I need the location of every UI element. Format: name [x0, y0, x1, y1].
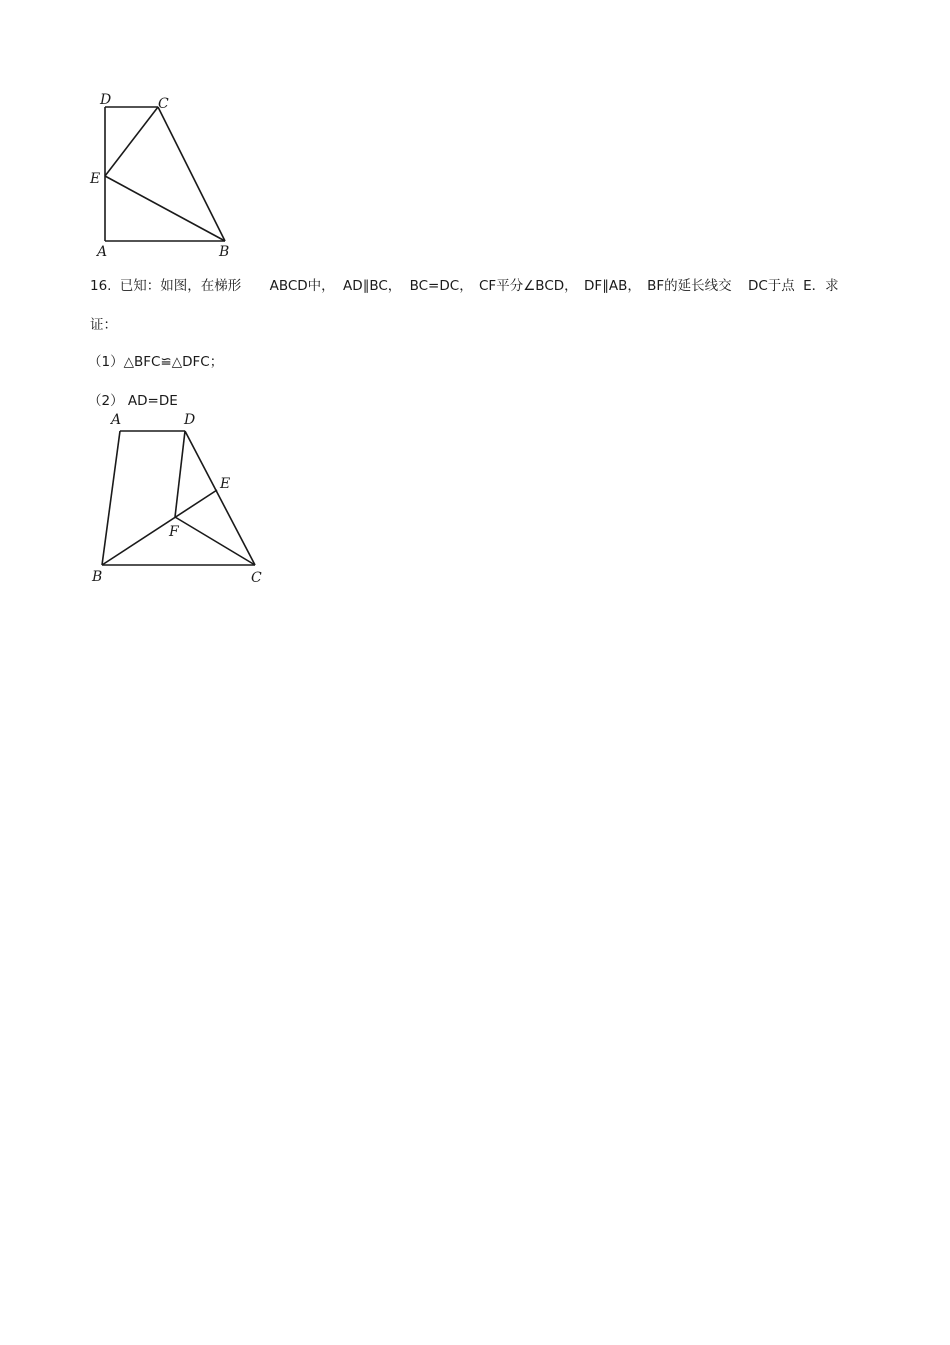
segment-DF	[175, 431, 185, 517]
label-E: E	[220, 476, 231, 492]
label-F: F	[169, 524, 179, 540]
label-A: A	[111, 412, 122, 428]
problem-statement-line1	[90, 274, 839, 294]
label-D: D	[184, 412, 196, 428]
problem-trap: ABCD中，	[269, 278, 335, 294]
condition-df-parallel-ab: DF∥AB，	[583, 278, 641, 294]
problem-number: 16.	[90, 278, 112, 294]
figure-2-svg	[85, 405, 275, 585]
condition-e-prove: E．求	[803, 278, 839, 294]
segment-BE	[102, 490, 217, 565]
label-B: B	[92, 569, 103, 585]
label-C: C	[251, 570, 262, 586]
figure-2	[85, 405, 275, 585]
problem-part-2: （2） AD=DE	[88, 393, 178, 409]
label-A: A	[97, 244, 108, 260]
segment-EC	[105, 107, 158, 176]
figure-1-svg	[85, 90, 245, 260]
label-C: C	[158, 96, 169, 112]
figure-1	[85, 90, 245, 260]
condition-ad-parallel-bc: AD∥BC，	[342, 278, 402, 294]
condition-dc-point: DC于点	[747, 278, 795, 294]
condition-cf-bisects: CF平分∠BCD，	[479, 278, 578, 294]
problem-statement-line2: 证：	[90, 317, 117, 333]
segment-AB	[102, 431, 120, 565]
segment-CB	[158, 107, 225, 241]
label-D: D	[100, 92, 112, 108]
label-E: E	[90, 171, 101, 187]
segment-EB	[105, 176, 225, 241]
problem-lead: 已知：如图，在梯形	[119, 278, 242, 294]
condition-bf-extension: BF的延长线交	[647, 278, 732, 294]
label-B: B	[219, 244, 230, 260]
condition-bc-eq-dc: BC=DC，	[409, 278, 473, 294]
problem-part-1: （1）△BFC≌△DFC；	[88, 354, 224, 370]
